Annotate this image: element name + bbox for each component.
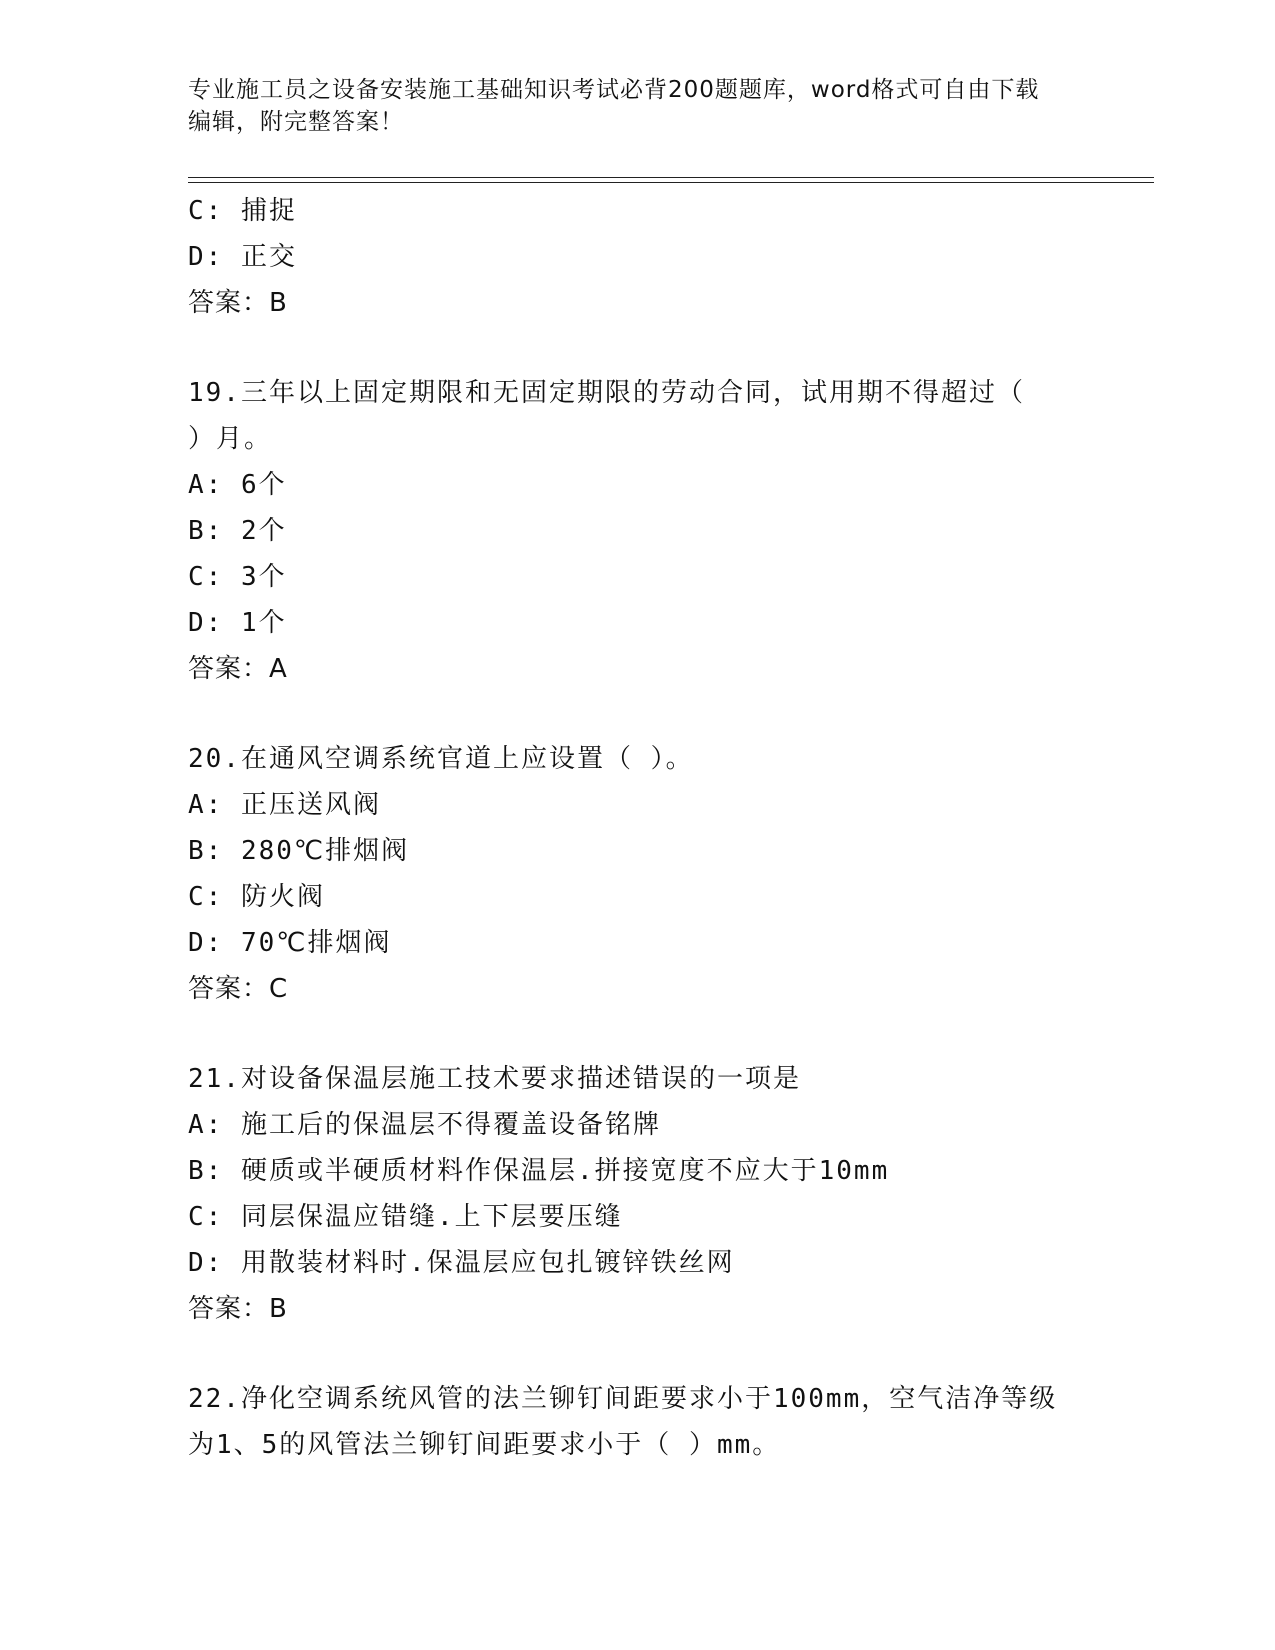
option-c: C: 3个: [188, 562, 287, 592]
answer-label: 答案：B: [188, 1294, 288, 1324]
header-divider-bottom: [188, 182, 1154, 183]
header-line-2: 编辑，附完整答案！: [188, 109, 404, 135]
option-c: C: 捕捉: [188, 196, 297, 226]
option-c: C: 同层保温应错缝.上下层要压缝: [188, 1202, 623, 1232]
question-stem: 20.在通风空调系统官道上应设置（ ）。: [188, 744, 694, 774]
option-a: A: 6个: [188, 470, 287, 500]
question-stem: 19.三年以上固定期限和无固定期限的劳动合同，试用期不得超过（: [188, 378, 1025, 408]
question-stem-continued: ）月。: [188, 424, 273, 454]
option-a: A: 施工后的保温层不得覆盖设备铭牌: [188, 1110, 661, 1140]
option-b: B: 硬质或半硬质材料作保温层.拼接宽度不应大于10mm: [188, 1156, 890, 1186]
document-header: [188, 74, 1068, 138]
question-list: [188, 188, 1088, 1468]
question-21: [188, 1056, 1088, 1332]
spacer: [188, 692, 1088, 736]
option-b: B: 280℃排烟阀: [188, 836, 410, 866]
answer-label: 答案：C: [188, 974, 289, 1004]
question-20: [188, 736, 1088, 1012]
header-line-1: 专业施工员之设备安装施工基础知识考试必背200题题库，word格式可自由下载: [188, 77, 1040, 103]
spacer: [188, 326, 1088, 370]
spacer: [188, 1332, 1088, 1376]
header-divider-top: [188, 177, 1154, 178]
option-c: C: 防火阀: [188, 882, 325, 912]
answer-label: 答案：B: [188, 288, 288, 318]
question-stem: 21.对设备保温层施工技术要求描述错误的一项是: [188, 1064, 801, 1094]
option-d: D: 正交: [188, 242, 297, 272]
option-b: B: 2个: [188, 516, 287, 546]
answer-label: 答案：A: [188, 654, 288, 684]
question-19: [188, 370, 1088, 692]
option-a: A: 正压送风阀: [188, 790, 381, 820]
question-22: [188, 1376, 1088, 1468]
question-stem-continued: 为1、5的风管法兰铆钉间距要求小于（ ）mm。: [188, 1430, 781, 1460]
option-d: D: 1个: [188, 608, 287, 638]
option-d: D: 用散装材料时.保温层应包扎镀锌铁丝网: [188, 1248, 735, 1278]
option-d: D: 70℃排烟阀: [188, 928, 392, 958]
question-stem: 22.净化空调系统风管的法兰铆钉间距要求小于100mm，空气洁净等级: [188, 1384, 1058, 1414]
question-18-tail: [188, 188, 1088, 326]
spacer: [188, 1012, 1088, 1056]
